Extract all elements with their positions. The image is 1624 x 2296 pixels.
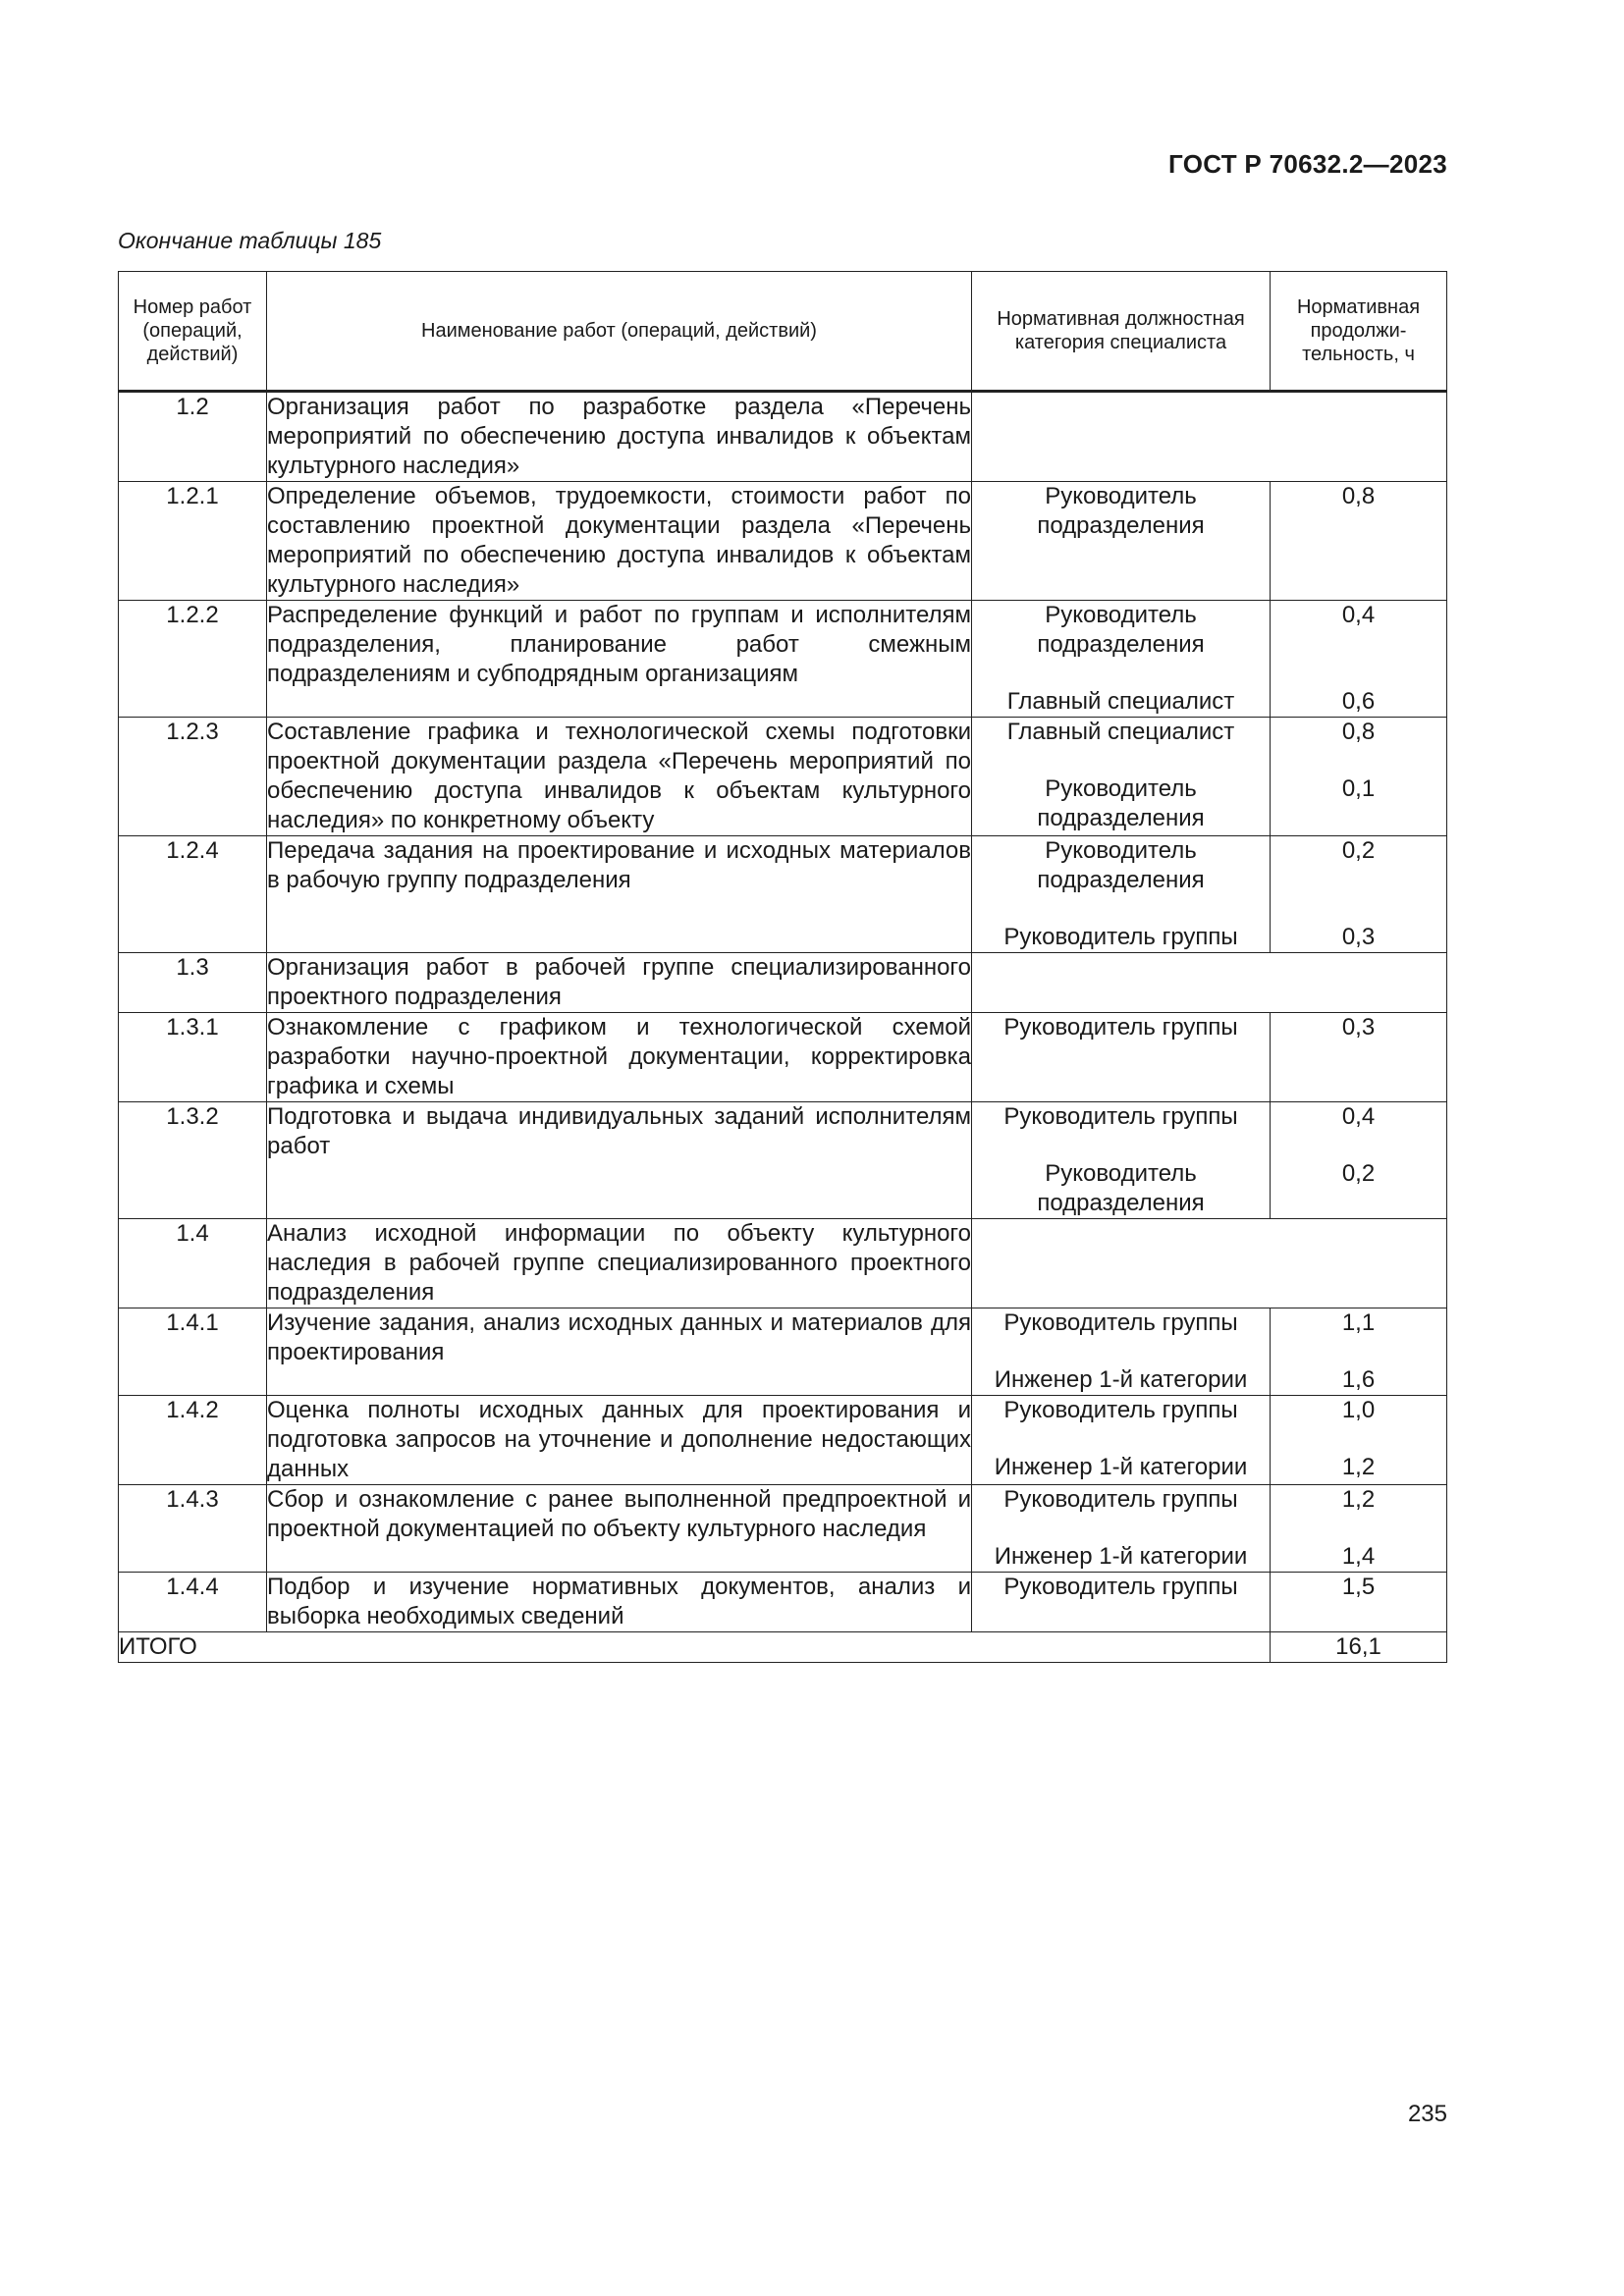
row-duration-cell: [1271, 718, 1447, 836]
row-number: 1.2.4: [119, 836, 267, 953]
row-duration-cell: [1271, 1308, 1447, 1396]
specialist-category: Инженер 1-й категории: [994, 1366, 1248, 1393]
specialist-category: Руководитель группы: [1003, 924, 1238, 950]
page-number: 235: [1407, 2101, 1447, 2127]
row-duration-cell: [1271, 482, 1447, 601]
duration-value: 1,5: [1341, 1574, 1376, 1600]
row-category-cell: [972, 1308, 1271, 1396]
duration-value: 1,0: [1341, 1397, 1376, 1423]
row-category-cell: [972, 1102, 1271, 1219]
specialist-category: Руководитель группы: [1003, 1309, 1238, 1336]
table-row: [119, 1573, 1447, 1632]
total-value: 16,1: [1271, 1632, 1447, 1663]
row-category-cell: [972, 1396, 1271, 1485]
specialist-category: Инженер 1-й категории: [994, 1543, 1248, 1570]
table-row: [119, 1396, 1447, 1485]
row-work-name: Распределение функций и работ по группам и исполнителям подразделения, планирование работ смежным подразделениям и субподрядным организациям: [267, 601, 972, 718]
table-row: [119, 1308, 1447, 1396]
specialist-category: Руководитель подразделения: [1037, 602, 1205, 658]
duration-value: 1,4: [1341, 1543, 1376, 1570]
row-category-cell: [972, 1013, 1271, 1102]
duration-value: 1,2: [1341, 1454, 1376, 1480]
row-duration-cell: [1271, 1102, 1447, 1219]
row-number: 1.3.1: [119, 1013, 267, 1102]
table-row: [119, 718, 1447, 836]
total-label: ИТОГО: [119, 1632, 1271, 1663]
table-row: [119, 1485, 1447, 1573]
table-row: [119, 1102, 1447, 1219]
duration-value: 0,6: [1341, 688, 1376, 715]
specialist-category: Инженер 1-й категории: [994, 1454, 1248, 1480]
row-number: 1.2: [119, 392, 267, 482]
duration-value: 0,2: [1341, 1160, 1376, 1187]
row-duration-cell: [1271, 1485, 1447, 1573]
row-work-name: Организация работ по разработке раздела «Перечень мероприятий по обеспечению доступа инвалидов к объектам культурного наследия»: [267, 392, 972, 482]
row-category-cell: [972, 601, 1271, 718]
duration-value: 0,8: [1341, 719, 1376, 745]
table-row: [119, 1219, 1447, 1308]
specialist-category: Руководитель группы: [1003, 1103, 1238, 1130]
duration-value: 0,3: [1341, 1014, 1376, 1041]
table-row: [119, 601, 1447, 718]
duration-value: 1,2: [1341, 1486, 1376, 1513]
row-category-cell: [972, 1485, 1271, 1573]
row-duration-cell: [1271, 836, 1447, 953]
row-number: 1.2.3: [119, 718, 267, 836]
document-code: ГОСТ Р 70632.2—2023: [1168, 149, 1447, 179]
row-number: 1.4.4: [119, 1573, 267, 1632]
row-number: 1.4.3: [119, 1485, 267, 1573]
specialist-category: Главный специалист: [1006, 688, 1235, 715]
norms-table: [118, 271, 1447, 1663]
row-number: 1.4.2: [119, 1396, 267, 1485]
row-work-name: Подготовка и выдача индивидуальных заданий исполнителям работ: [267, 1102, 972, 1219]
row-empty-cell: [972, 1219, 1447, 1308]
row-number: 1.2.1: [119, 482, 267, 601]
specialist-category: Руководитель подразделения: [1037, 775, 1205, 831]
total-row: [119, 1632, 1447, 1663]
table-caption: Окончание таблицы 185: [118, 228, 382, 253]
table-row: [119, 1013, 1447, 1102]
row-work-name: Определение объемов, трудоемкости, стоимости работ по составлению проектной документации раздела «Перечень мероприятий по обеспечению доступа инвалидов к объектам культурного наследия»: [267, 482, 972, 601]
duration-value: 1,6: [1341, 1366, 1376, 1393]
duration-value: 0,8: [1341, 483, 1376, 509]
duration-value: 0,4: [1341, 1103, 1376, 1130]
duration-value: 1,1: [1341, 1309, 1376, 1336]
row-work-name: Анализ исходной информации по объекту культурного наследия в рабочей группе специализированного проектного подразделения: [267, 1219, 972, 1308]
row-number: 1.3: [119, 953, 267, 1013]
row-number: 1.4: [119, 1219, 267, 1308]
row-duration-cell: [1271, 1573, 1447, 1632]
table-header-row: [119, 272, 1447, 392]
specialist-category: Руководитель группы: [1003, 1486, 1238, 1513]
row-number: 1.2.2: [119, 601, 267, 718]
table-row: [119, 953, 1447, 1013]
row-category-cell: [972, 836, 1271, 953]
table-row: [119, 392, 1447, 482]
row-category-cell: [972, 482, 1271, 601]
row-work-name: Организация работ в рабочей группе специализированного проектного подразделения: [267, 953, 972, 1013]
row-number: 1.4.1: [119, 1308, 267, 1396]
row-work-name: Сбор и ознакомление с ранее выполненной предпроектной и проектной документацией по объекту культурного наследия: [267, 1485, 972, 1573]
table-row: [119, 482, 1447, 601]
column-header-number: Номер работ (операций, действий): [119, 272, 267, 392]
row-empty-cell: [972, 953, 1447, 1013]
row-duration-cell: [1271, 1013, 1447, 1102]
duration-value: 0,4: [1341, 602, 1376, 628]
column-header-name: Наименование работ (операций, действий): [267, 272, 972, 392]
row-number: 1.3.2: [119, 1102, 267, 1219]
row-work-name: Составление графика и технологической схемы подготовки проектной документации раздела «Перечень мероприятий по обеспечению доступа инвалидов к объектам культурного наследия» по конкретному объекту: [267, 718, 972, 836]
row-category-cell: [972, 718, 1271, 836]
row-empty-cell: [972, 392, 1447, 482]
row-work-name: Подбор и изучение нормативных документов, анализ и выборка необходимых сведений: [267, 1573, 972, 1632]
column-header-category: Нормативная должностная категория специалиста: [972, 272, 1271, 392]
row-duration-cell: [1271, 601, 1447, 718]
duration-value: 0,1: [1341, 775, 1376, 802]
row-category-cell: [972, 1573, 1271, 1632]
duration-value: 0,2: [1341, 837, 1376, 864]
specialist-category: Руководитель группы: [1003, 1397, 1238, 1423]
column-header-duration: Нормативная продолжи- тельность, ч: [1271, 272, 1447, 392]
specialist-category: Руководитель группы: [1003, 1014, 1238, 1041]
table-row: [119, 836, 1447, 953]
row-work-name: Ознакомление с графиком и технологической схемой разработки научно-проектной документации, корректировка графика и схемы: [267, 1013, 972, 1102]
row-work-name: Передача задания на проектирование и исходных материалов в рабочую группу подразделения: [267, 836, 972, 953]
table-body: [119, 392, 1447, 1632]
row-duration-cell: [1271, 1396, 1447, 1485]
specialist-category: Руководитель подразделения: [1037, 1160, 1205, 1216]
row-work-name: Изучение задания, анализ исходных данных и материалов для проектирования: [267, 1308, 972, 1396]
specialist-category: Руководитель подразделения: [1037, 483, 1205, 539]
duration-value: 0,3: [1341, 924, 1376, 950]
specialist-category: Руководитель группы: [1003, 1574, 1238, 1600]
specialist-category: Главный специалист: [1006, 719, 1235, 745]
specialist-category: Руководитель подразделения: [1037, 837, 1205, 893]
row-work-name: Оценка полноты исходных данных для проектирования и подготовка запросов на уточнение и дополнение недостающих данных: [267, 1396, 972, 1485]
